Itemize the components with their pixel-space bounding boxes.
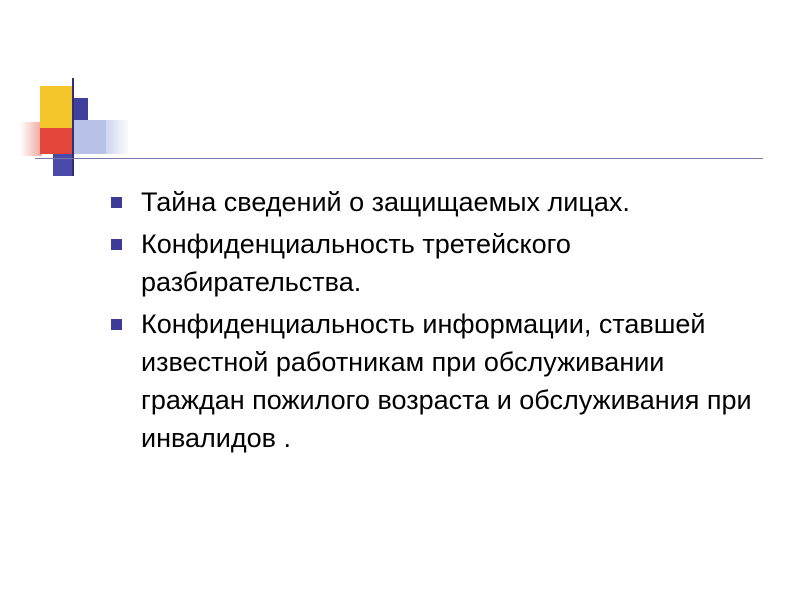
vertical-line-divider (72, 78, 74, 176)
square-bullet-icon (111, 239, 122, 250)
yellow-square-icon (40, 86, 72, 128)
light-blue-square-icon (72, 120, 106, 154)
list-item (105, 305, 765, 457)
gradient-right-shape (106, 120, 130, 154)
list-item-text: Конфиденциальность информации, ставшей известной работникам при обслуживании граждан пожилого возраста и обслуживания при инвалидов . (141, 309, 752, 453)
square-bullet-icon (111, 319, 122, 330)
list-item (105, 225, 765, 301)
list-item-text: Конфиденциальность третейского разбирательства. (141, 229, 571, 297)
list-item (105, 183, 765, 221)
gradient-left-shape (20, 122, 42, 156)
horizontal-divider (35, 158, 763, 159)
list-item-text: Тайна сведений о защищаемых лицах. (141, 187, 630, 217)
red-square-icon (40, 128, 72, 154)
slide-body (105, 183, 765, 461)
square-bullet-icon (111, 197, 122, 208)
decorative-logo (20, 78, 130, 178)
dark-blue-square-top-icon (72, 98, 88, 120)
